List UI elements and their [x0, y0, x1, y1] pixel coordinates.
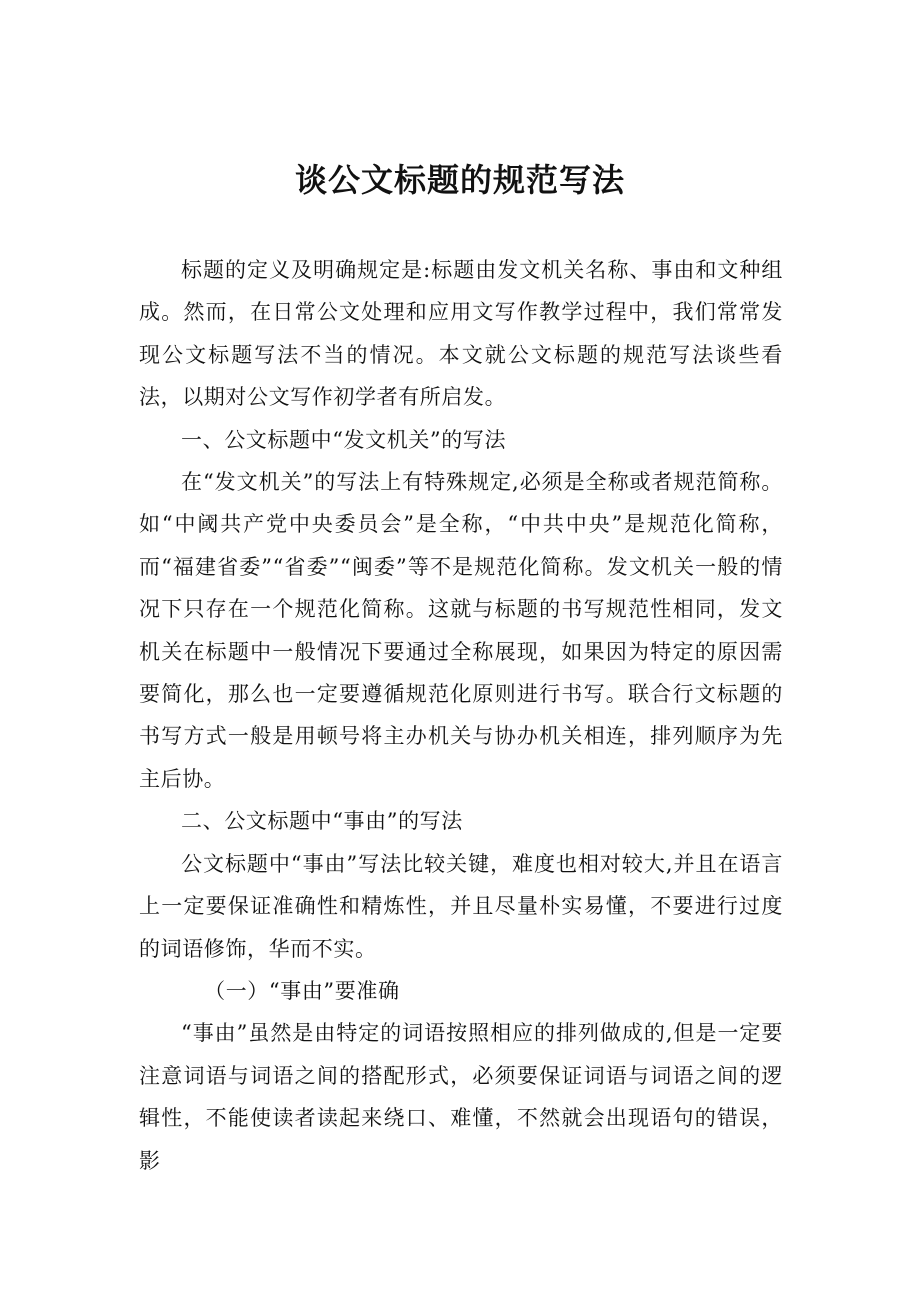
section-2-paragraph: 公文标题中“事由”写法比较关键，难度也相对较大,并且在语言上一定要保证准确性和精炼性，并且尽量朴实易懂，不要进行过度的词语修饰，华而不实。	[139, 851, 783, 961]
intro-paragraph: 标题的定义及明确规定是:标题由发文机关名称、事由和文种组成。然而，在日常公文处理和应用文写作教学过程中，我们常常发现公文标题写法不当的情况。本文就公文标题的规范写法谈些看法，以期对公文写作初学者有所启发。	[139, 258, 783, 410]
subsection-1-paragraph: “事由”虽然是由特定的词语按照相应的排列做成的,但是一定要注意词语与词语之间的搭配形式，必须要保证词语与词语之间的逻辑性，不能使读者读起来绕口、难懂，不然就会出现语句的错误，影	[139, 1021, 783, 1173]
subsection-1-heading: （一）“事由”要准确	[204, 978, 400, 1003]
section-1-heading: 一、公文标题中“发文机关”的写法	[181, 427, 507, 452]
section-1-paragraph: 在“发文机关”的写法上有特殊规定,必须是全称或者规范简称。如“中阈共产党中央委员会”是全称，“中共中央”是规范化简称，而“福建省委”“省委”“闽委”等不是规范化简称。发文机关一般的情况下只存在一个规范化简称。这就与标题的书写规范性相同，发文机关在标题中一般情况下要通过全称展现，如果因为特定的原因需要简化，那么也一定要遵循规范化原则进行书写。联合行文标题的书写方式一般是用顿号将主办机关与协办机关相连，排列顺序为先主后协。	[139, 470, 783, 791]
document-body	[139, 249, 783, 1182]
section-2-heading: 二、公文标题中“事由”的写法	[181, 809, 463, 834]
document-title: 谈公文标题的规范写法	[294, 161, 625, 199]
